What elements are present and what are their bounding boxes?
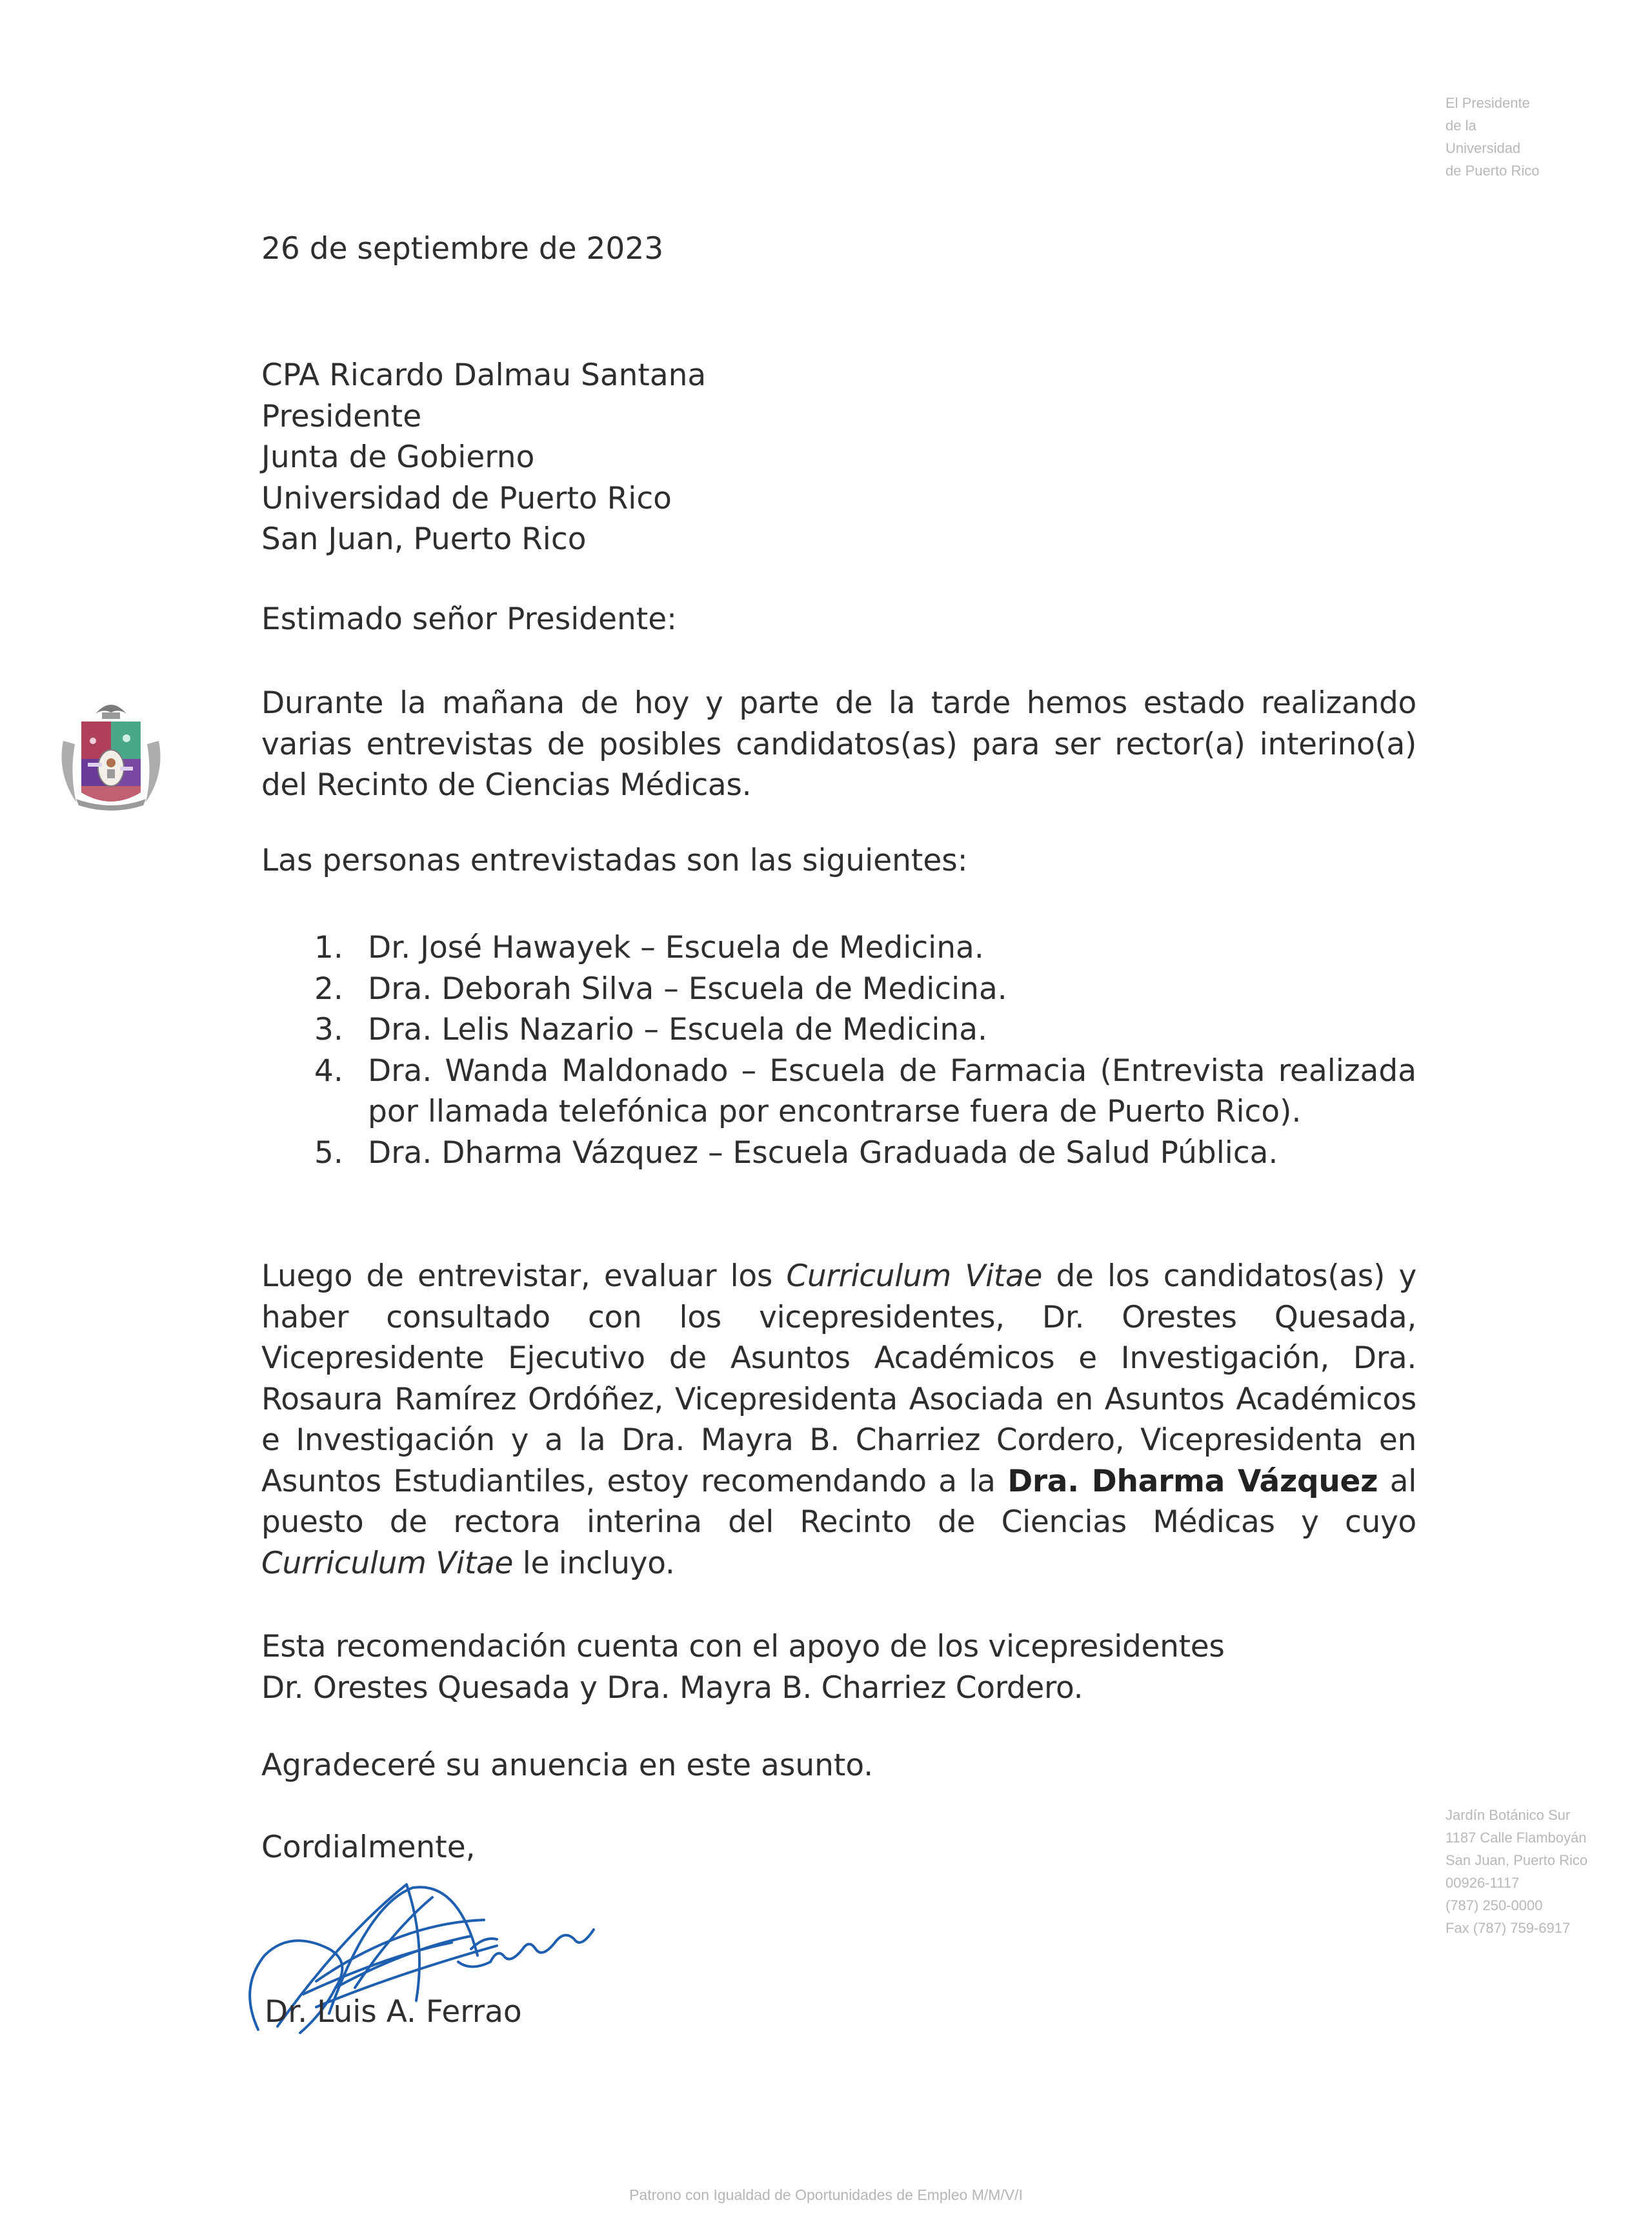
text-run: de los candidatos(as) y haber consultado con los vicepresidentes, Dr. Orestes Quesada, Vicepresidente Ejecutivo de Asuntos Académicos e Investigación, Dra. Rosaura Ramírez Ordóñez, Vicepresidenta Asociada en Asuntos Académicos e Investigación y a la Dra. Mayra B. Charriez Cordero, Vicepresidenta en Asuntos Estudiantiles, estoy recomendando a la — [261, 1258, 1416, 1499]
address-line: (787) 250-0000 — [1446, 1897, 1543, 1913]
list-intro: Las personas entrevistadas son las siguientes: — [261, 843, 968, 878]
italic-term: Curriculum Vitae — [261, 1545, 514, 1581]
valediction: Cordialmente, — [261, 1830, 476, 1865]
paragraph-recommendation — [261, 1256, 1416, 1584]
address-line: Jardín Botánico Sur — [1446, 1807, 1571, 1823]
support-line: Dr. Orestes Quesada y Dra. Mayra B. Charriez Cordero. — [261, 1670, 1083, 1706]
candidate-text: Dr. José Hawayek – Escuela de Medicina. — [368, 930, 984, 965]
letterhead-office — [1446, 92, 1639, 182]
closing-thanks: Agradeceré su anuencia en este asunto. — [261, 1748, 874, 1783]
university-crest-icon — [57, 696, 165, 812]
text-run: le incluyo. — [513, 1545, 675, 1581]
salutation: Estimado señor Presidente: — [261, 601, 677, 637]
candidate-text: Dra. Deborah Silva – Escuela de Medicina. — [368, 971, 1007, 1007]
recommended-candidate: Dra. Dharma Vázquez — [1007, 1463, 1378, 1499]
letter-date: 26 de septiembre de 2023 — [261, 231, 664, 267]
italic-term: Curriculum Vitae — [786, 1258, 1043, 1294]
recipient-organization: Junta de Gobierno — [261, 439, 535, 475]
address-line: 00926-1117 — [1446, 1875, 1520, 1891]
text-run: Luego de entrevistar, evaluar los — [261, 1258, 787, 1294]
list-number: 1. — [314, 930, 343, 965]
recipient-name: CPA Ricardo Dalmau Santana — [261, 358, 707, 393]
text-run: al puesto de rectora interina del Recinto de Ciencias Médicas y cuyo — [261, 1463, 1417, 1540]
list-number: 5. — [314, 1135, 343, 1171]
letterhead-line: de la — [1446, 117, 1476, 134]
letterhead-line: El Presidente — [1446, 95, 1530, 111]
list-item — [261, 1051, 1416, 1133]
list-number: 3. — [314, 1012, 343, 1047]
list-number: 2. — [314, 971, 343, 1007]
candidate-text: Dra. Lelis Nazario – Escuela de Medicina. — [368, 1012, 987, 1047]
candidate-list — [261, 927, 1416, 1173]
list-item — [261, 1009, 1416, 1051]
paragraph-support — [261, 1626, 1416, 1708]
address-line: 1187 Calle Flamboyán — [1446, 1830, 1587, 1846]
list-item — [261, 927, 1416, 969]
signer-name: Dr. Luis A. Ferrao — [265, 1994, 522, 2030]
address-line: Fax (787) 759-6917 — [1446, 1920, 1571, 1936]
list-item — [261, 1133, 1416, 1174]
candidate-text: Dra. Dharma Vázquez – Escuela Graduada de Salud Pública. — [368, 1135, 1278, 1171]
paragraph-interviews: Durante la mañana de hoy y parte de la tarde hemos estado realizando varias entrevistas de posibles candidatos(as) para ser rector(a) interino(a) del Recinto de Ciencias Médicas. — [261, 685, 1416, 803]
candidate-text: Dra. Wanda Maldonado – Escuela de Farmacia (Entrevista realizada por llamada telefónica por encontrarse fuera de Puerto Rico). — [368, 1053, 1416, 1129]
recipient-title: Presidente — [261, 398, 422, 434]
recipient-block — [261, 355, 706, 560]
list-item — [261, 969, 1416, 1010]
support-line: Esta recomendación cuenta con el apoyo de los vicepresidentes — [261, 1629, 1225, 1664]
address-line: San Juan, Puerto Rico — [1446, 1852, 1588, 1868]
list-number: 4. — [314, 1053, 343, 1089]
letterhead-line: de Puerto Rico — [1446, 163, 1540, 179]
recipient-location: San Juan, Puerto Rico — [261, 521, 587, 557]
recipient-institution: Universidad de Puerto Rico — [261, 480, 672, 516]
letterhead-line: Universidad — [1446, 140, 1521, 156]
footer-equal-opportunity: Patrono con Igualdad de Oportunidades de Empleo M/M/V/I — [629, 2186, 1023, 2203]
letterhead-address — [1446, 1804, 1652, 1939]
